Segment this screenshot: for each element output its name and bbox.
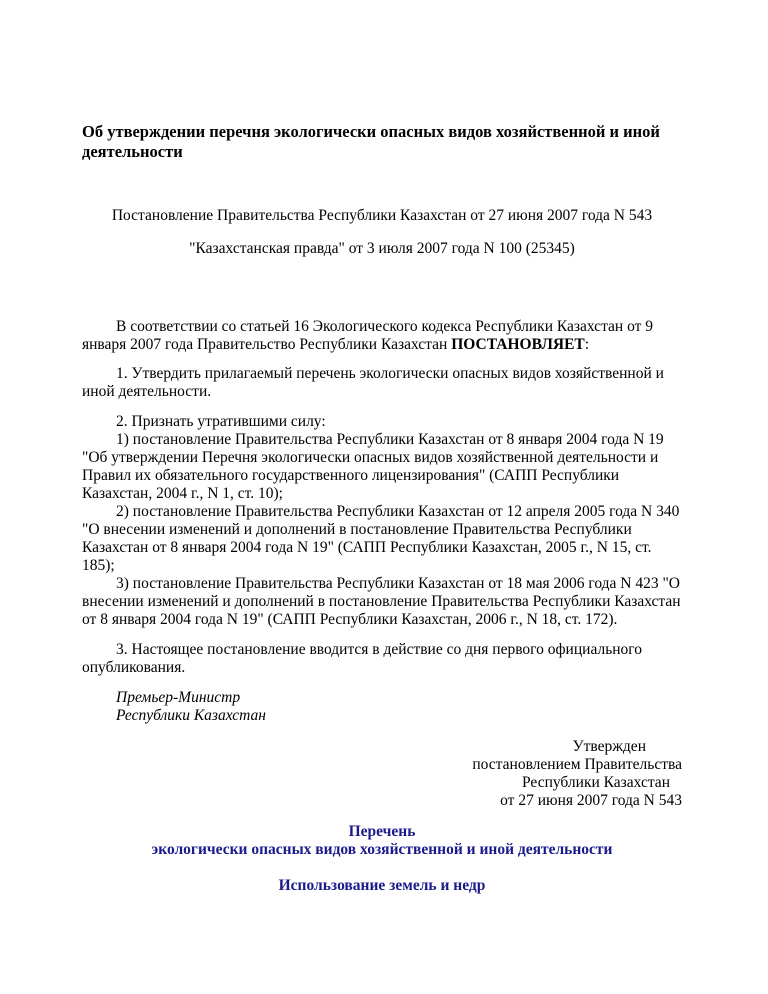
signature-line-1: Премьер-Министр (116, 689, 241, 706)
document-title: Об утверждении перечня экологически опасных видов хозяйственной и иной деятельности (82, 122, 660, 161)
item-2-sub-3: 3) постановление Правительства Республики Казахстан от 18 мая 2006 года N 423 "О внесении изменений и дополнений в постановление Правительства Республики Казахстан от 8 января 2004 года N 19" (САПП Республики Казахстан, 2006 г., N 18, ст. 172). (82, 575, 681, 628)
item-2-sub-1: 1) постановление Правительства Республики Казахстан от 8 января 2004 года N 19 "Об утверждении Перечня экологически опасных видов хозяйственной деятельности и Правил их обязательного государственного лицензирования" (САПП Республики Казахстан, 2004 г., N 1, ст. 10); (82, 431, 664, 502)
approval-line-1: Утвержден (572, 738, 646, 755)
preamble-end: : (584, 336, 590, 353)
publication-line: "Казахстанская правда" от 3 июля 2007 года N 100 (25345) (189, 240, 575, 257)
list-subtitle: экологически опасных видов хозяйственной и иной деятельности (151, 841, 613, 858)
preamble-text: В соответствии со статьей 16 Экологического кодекса Республики Казахстан от 9 января 2007 года Правительство Республики Казахстан (82, 318, 654, 353)
item-2 (82, 413, 682, 629)
list-title: Перечень (348, 823, 416, 840)
signature (82, 689, 682, 725)
item-1: 1. Утвердить прилагаемый перечень экологически опасных видов хозяйственной и иной деятельности. (82, 365, 664, 400)
resolution-line: Постановление Правительства Республики Казахстан от 27 июня 2007 года N 543 (111, 207, 653, 224)
signature-line-2: Республики Казахстан (116, 707, 266, 724)
item-2-heading: 2. Признать утратившими силу: (116, 413, 326, 430)
approval-line-4: от 27 июня 2007 года N 543 (500, 792, 682, 809)
approval-block (472, 738, 682, 810)
approval-line-3: Республики Казахстан (522, 774, 670, 791)
item-2-sub-2: 2) постановление Правительства Республики Казахстан от 12 апреля 2005 года N 340 "О внесении изменений и дополнений в постановление Правительства Республики Казахстан от 8 января 2004 года N 19" (САПП Республики Казахстан, 2005 г., N 15, ст. 185); (82, 503, 680, 574)
approval-line-2: постановлением Правительства (472, 756, 682, 773)
section-heading: Использование земель и недр (278, 877, 486, 894)
item-3: 3. Настоящее постановление вводится в действие со дня первого официального опубликования. (82, 641, 643, 676)
preamble (82, 318, 682, 354)
preamble-bold: ПОСТАНОВЛЯЕТ (451, 336, 585, 353)
